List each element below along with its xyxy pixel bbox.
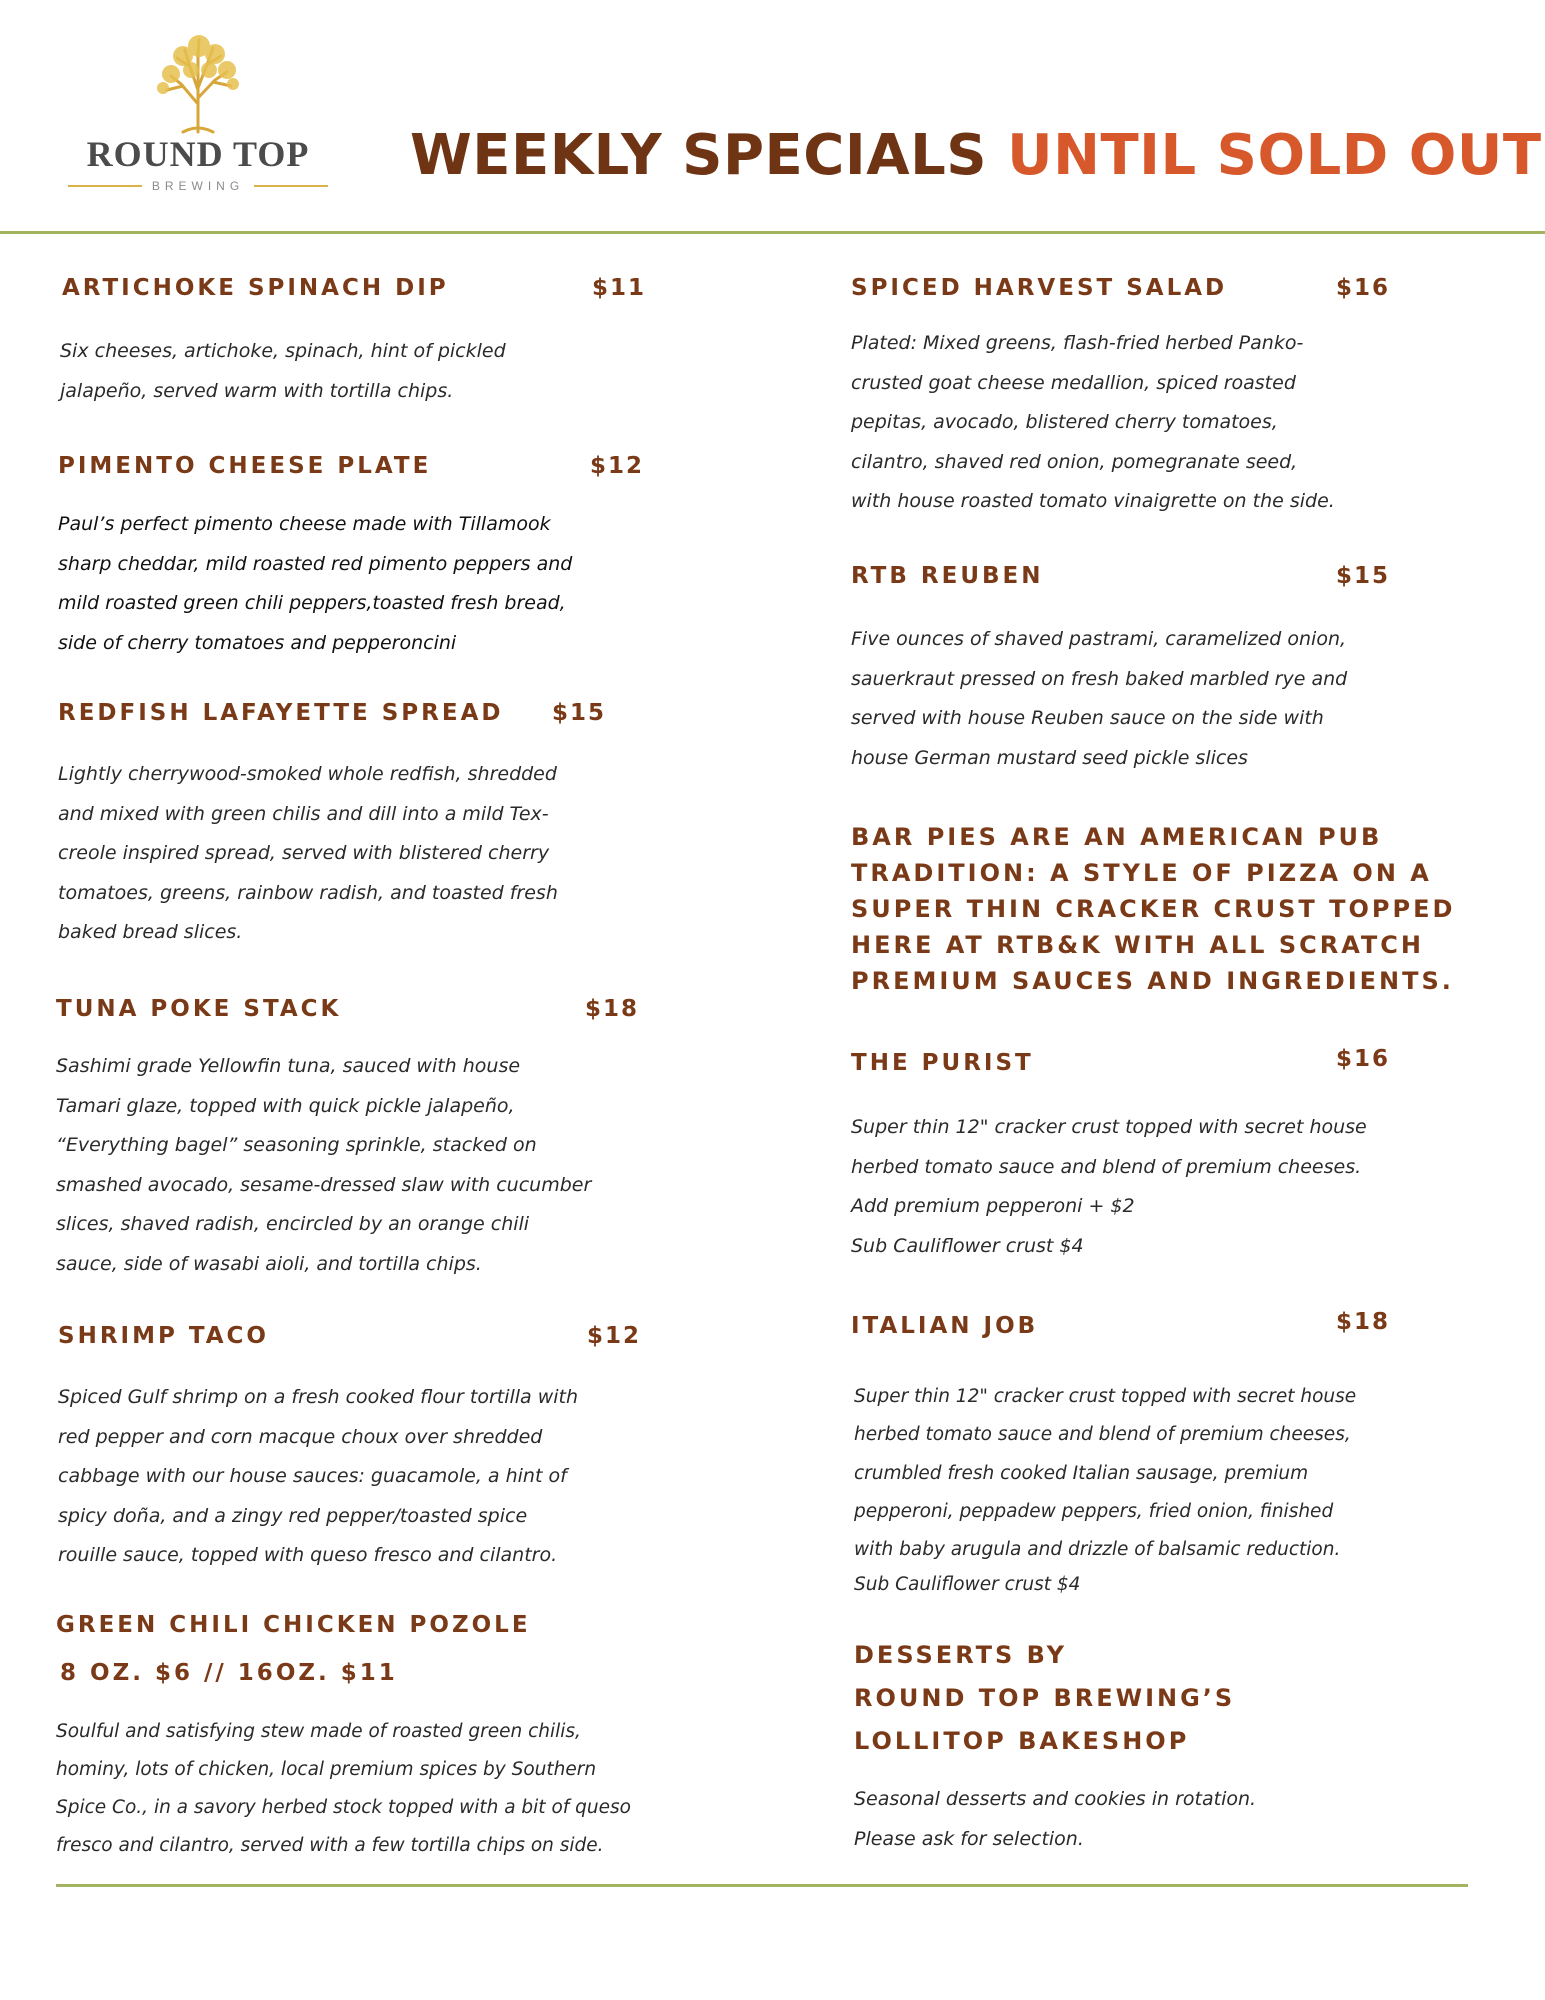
brand-sub: BREWING bbox=[151, 179, 245, 193]
description-line: cilantro, shaved red onion, pomegranate seed, bbox=[851, 450, 1298, 473]
item-name: PIMENTO CHEESE PLATE bbox=[58, 453, 432, 479]
item-description bbox=[851, 620, 1347, 778]
intro-line: BAR PIES ARE AN AMERICAN PUB bbox=[851, 823, 1383, 851]
description-line: crusted goat cheese medallion, spiced roasted bbox=[851, 371, 1296, 394]
heading-line: DESSERTS BY bbox=[854, 1641, 1067, 1669]
description-line: cabbage with our house sauces: guacamole, a hint of bbox=[58, 1465, 567, 1487]
intro-line: TRADITION: A STYLE OF PIZZA ON A bbox=[851, 859, 1432, 887]
description-line: herbed tomato sauce and blend of premium cheeses. bbox=[851, 1155, 1362, 1178]
bar-pies-intro bbox=[851, 819, 1455, 999]
description-line: Plated: Mixed greens, flash-fried herbed Panko- bbox=[851, 332, 1304, 354]
item-name: REDFISH LAFAYETTE SPREAD bbox=[58, 700, 504, 726]
item-name: ITALIAN JOB bbox=[851, 1313, 1039, 1339]
description-line: Please ask for selection. bbox=[854, 1827, 1084, 1850]
description-line: spicy doña, and a zingy red pepper/toasted spice bbox=[58, 1504, 528, 1527]
item-price: $12 bbox=[590, 453, 645, 479]
description-line: crumbled fresh cooked Italian sausage, premium bbox=[854, 1462, 1309, 1484]
description-line: Super thin 12" cracker crust topped with secret house bbox=[851, 1116, 1367, 1138]
description-line: baked bread slices. bbox=[58, 921, 243, 943]
item-price: $16 bbox=[1336, 1046, 1391, 1072]
description-line: sharp cheddar, mild roasted red pimento peppers and bbox=[58, 552, 573, 575]
description-line: Seasonal desserts and cookies in rotation. bbox=[854, 1788, 1257, 1810]
description-line: Five ounces of shaved pastrami, caramelized onion, bbox=[851, 628, 1347, 650]
brand-divider-right bbox=[254, 185, 328, 187]
description-line: “Everything bagel” seasoning sprinkle, stacked on bbox=[56, 1134, 537, 1156]
description-line: Paul’s perfect pimento cheese made with Tillamook bbox=[58, 513, 551, 535]
title-until-sold-out: UNTIL SOLD OUT bbox=[1007, 123, 1542, 188]
description-line: pepitas, avocado, blistered cherry tomatoes, bbox=[851, 411, 1278, 433]
item-name: ARTICHOKE SPINACH DIP bbox=[62, 275, 449, 301]
item-description bbox=[58, 755, 558, 953]
description-line: with baby arugula and drizzle of balsamic reduction. bbox=[854, 1539, 1341, 1561]
item-description bbox=[56, 1047, 591, 1284]
item-name: TUNA POKE STACK bbox=[56, 996, 342, 1022]
description-line: and mixed with green chilis and dill into a mild Tex- bbox=[58, 802, 549, 825]
header-divider bbox=[0, 231, 1545, 234]
heading-line: ROUND TOP BREWING’S bbox=[854, 1684, 1236, 1712]
description-line: Add premium pepperoni + $2 bbox=[851, 1195, 1135, 1217]
item-price: $16 bbox=[1336, 275, 1391, 301]
item-description bbox=[58, 505, 572, 663]
description-line: sauce, side of wasabi aioli, and tortilla chips. bbox=[56, 1252, 482, 1275]
description-line: Super thin 12" cracker crust topped with secret house bbox=[854, 1386, 1357, 1407]
description-line: mild roasted green chili peppers,toasted fresh bread, bbox=[58, 592, 566, 614]
brand-divider-left bbox=[68, 185, 142, 187]
description-line: fresco and cilantro, served with a few tortilla chips on side. bbox=[56, 1835, 604, 1856]
description-line: jalapeño, served warm with tortilla chips. bbox=[60, 379, 454, 402]
description-line: Spiced Gulf shrimp on a fresh cooked flour tortilla with bbox=[58, 1386, 579, 1408]
description-line: house German mustard seed pickle slices bbox=[851, 746, 1248, 769]
item-description bbox=[58, 1378, 578, 1576]
heading-line: LOLLITOP BAKESHOP bbox=[854, 1727, 1190, 1755]
brand-name: ROUND TOP bbox=[86, 134, 310, 174]
tree-logo-icon bbox=[153, 34, 243, 134]
description-line: rouille sauce, topped with queso fresco and cilantro. bbox=[58, 1544, 558, 1566]
desserts-heading bbox=[854, 1634, 1235, 1763]
description-line: herbed tomato sauce and blend of premium cheeses, bbox=[854, 1424, 1351, 1446]
intro-line: PREMIUM SAUCES AND INGREDIENTS. bbox=[851, 967, 1454, 995]
description-line: Sub Cauliflower crust $4 bbox=[854, 1574, 1081, 1596]
page-title bbox=[410, 120, 1542, 192]
description-line: slices, shaved radish, encircled by an orange chili bbox=[56, 1213, 530, 1235]
item-price: $11 bbox=[592, 275, 647, 301]
description-line: creole inspired spread, served with blistered cherry bbox=[58, 842, 550, 864]
description-line: pepperoni, peppadew peppers, fried onion, finished bbox=[854, 1500, 1334, 1522]
item-price: $18 bbox=[1336, 1309, 1391, 1335]
item-name: SHRIMP TACO bbox=[58, 1323, 269, 1349]
description-line: Tamari glaze, topped with quick pickle jalapeño, bbox=[56, 1094, 515, 1117]
item-price: $15 bbox=[552, 700, 607, 726]
description-line: smashed avocado, sesame-dressed slaw with cucumber bbox=[56, 1173, 592, 1196]
description-line: Lightly cherrywood-smoked whole redfish, shredded bbox=[58, 763, 557, 785]
desserts-description bbox=[854, 1780, 1256, 1859]
description-line: Sub Cauliflower crust $4 bbox=[851, 1234, 1084, 1257]
item-description bbox=[56, 1713, 631, 1865]
item-price: $15 bbox=[1336, 563, 1391, 589]
intro-line: HERE AT RTB&K WITH ALL SCRATCH bbox=[851, 931, 1424, 959]
description-line: Spice Co., in a savory herbed stock topped with a bit of queso bbox=[56, 1797, 631, 1818]
item-description bbox=[851, 324, 1335, 522]
brand-sub-row bbox=[68, 176, 328, 196]
description-line: sauerkraut pressed on fresh baked marbled rye and bbox=[851, 667, 1348, 690]
item-price: $18 bbox=[585, 996, 640, 1022]
title-weekly-specials: WEEKLY SPECIALS bbox=[410, 123, 988, 188]
description-line: hominy, lots of chicken, local premium spices by Southern bbox=[56, 1759, 597, 1780]
item-name: THE PURIST bbox=[851, 1050, 1034, 1076]
item-name: SPICED HARVEST SALAD bbox=[851, 275, 1228, 301]
item-name: RTB REUBEN bbox=[851, 563, 1044, 589]
description-line: with house roasted tomato vinaigrette on the side. bbox=[851, 490, 1335, 512]
description-line: tomatoes, greens, rainbow radish, and toasted fresh bbox=[58, 881, 558, 904]
item-description bbox=[854, 1378, 1356, 1601]
item-name: GREEN CHILI CHICKEN POZOLE bbox=[56, 1612, 531, 1638]
description-line: served with house Reuben sauce on the side with bbox=[851, 707, 1324, 729]
item-description bbox=[60, 332, 506, 411]
item-price: $12 bbox=[587, 1323, 642, 1349]
description-line: red pepper and corn macque choux over shredded bbox=[58, 1425, 543, 1448]
description-line: Sashimi grade Yellowfin tuna, sauced with house bbox=[56, 1055, 521, 1077]
description-line: Six cheeses, artichoke, spinach, hint of pickled bbox=[60, 340, 506, 362]
item-description bbox=[851, 1108, 1367, 1266]
footer-divider bbox=[56, 1884, 1468, 1887]
item-price: 8 OZ. $6 // 16OZ. $11 bbox=[60, 1660, 398, 1686]
intro-line: SUPER THIN CRACKER CRUST TOPPED bbox=[851, 895, 1456, 923]
description-line: side of cherry tomatoes and pepperoncini bbox=[58, 631, 457, 654]
description-line: Soulful and satisfying stew made of roasted green chilis, bbox=[56, 1721, 581, 1742]
brand-logo bbox=[68, 34, 328, 194]
